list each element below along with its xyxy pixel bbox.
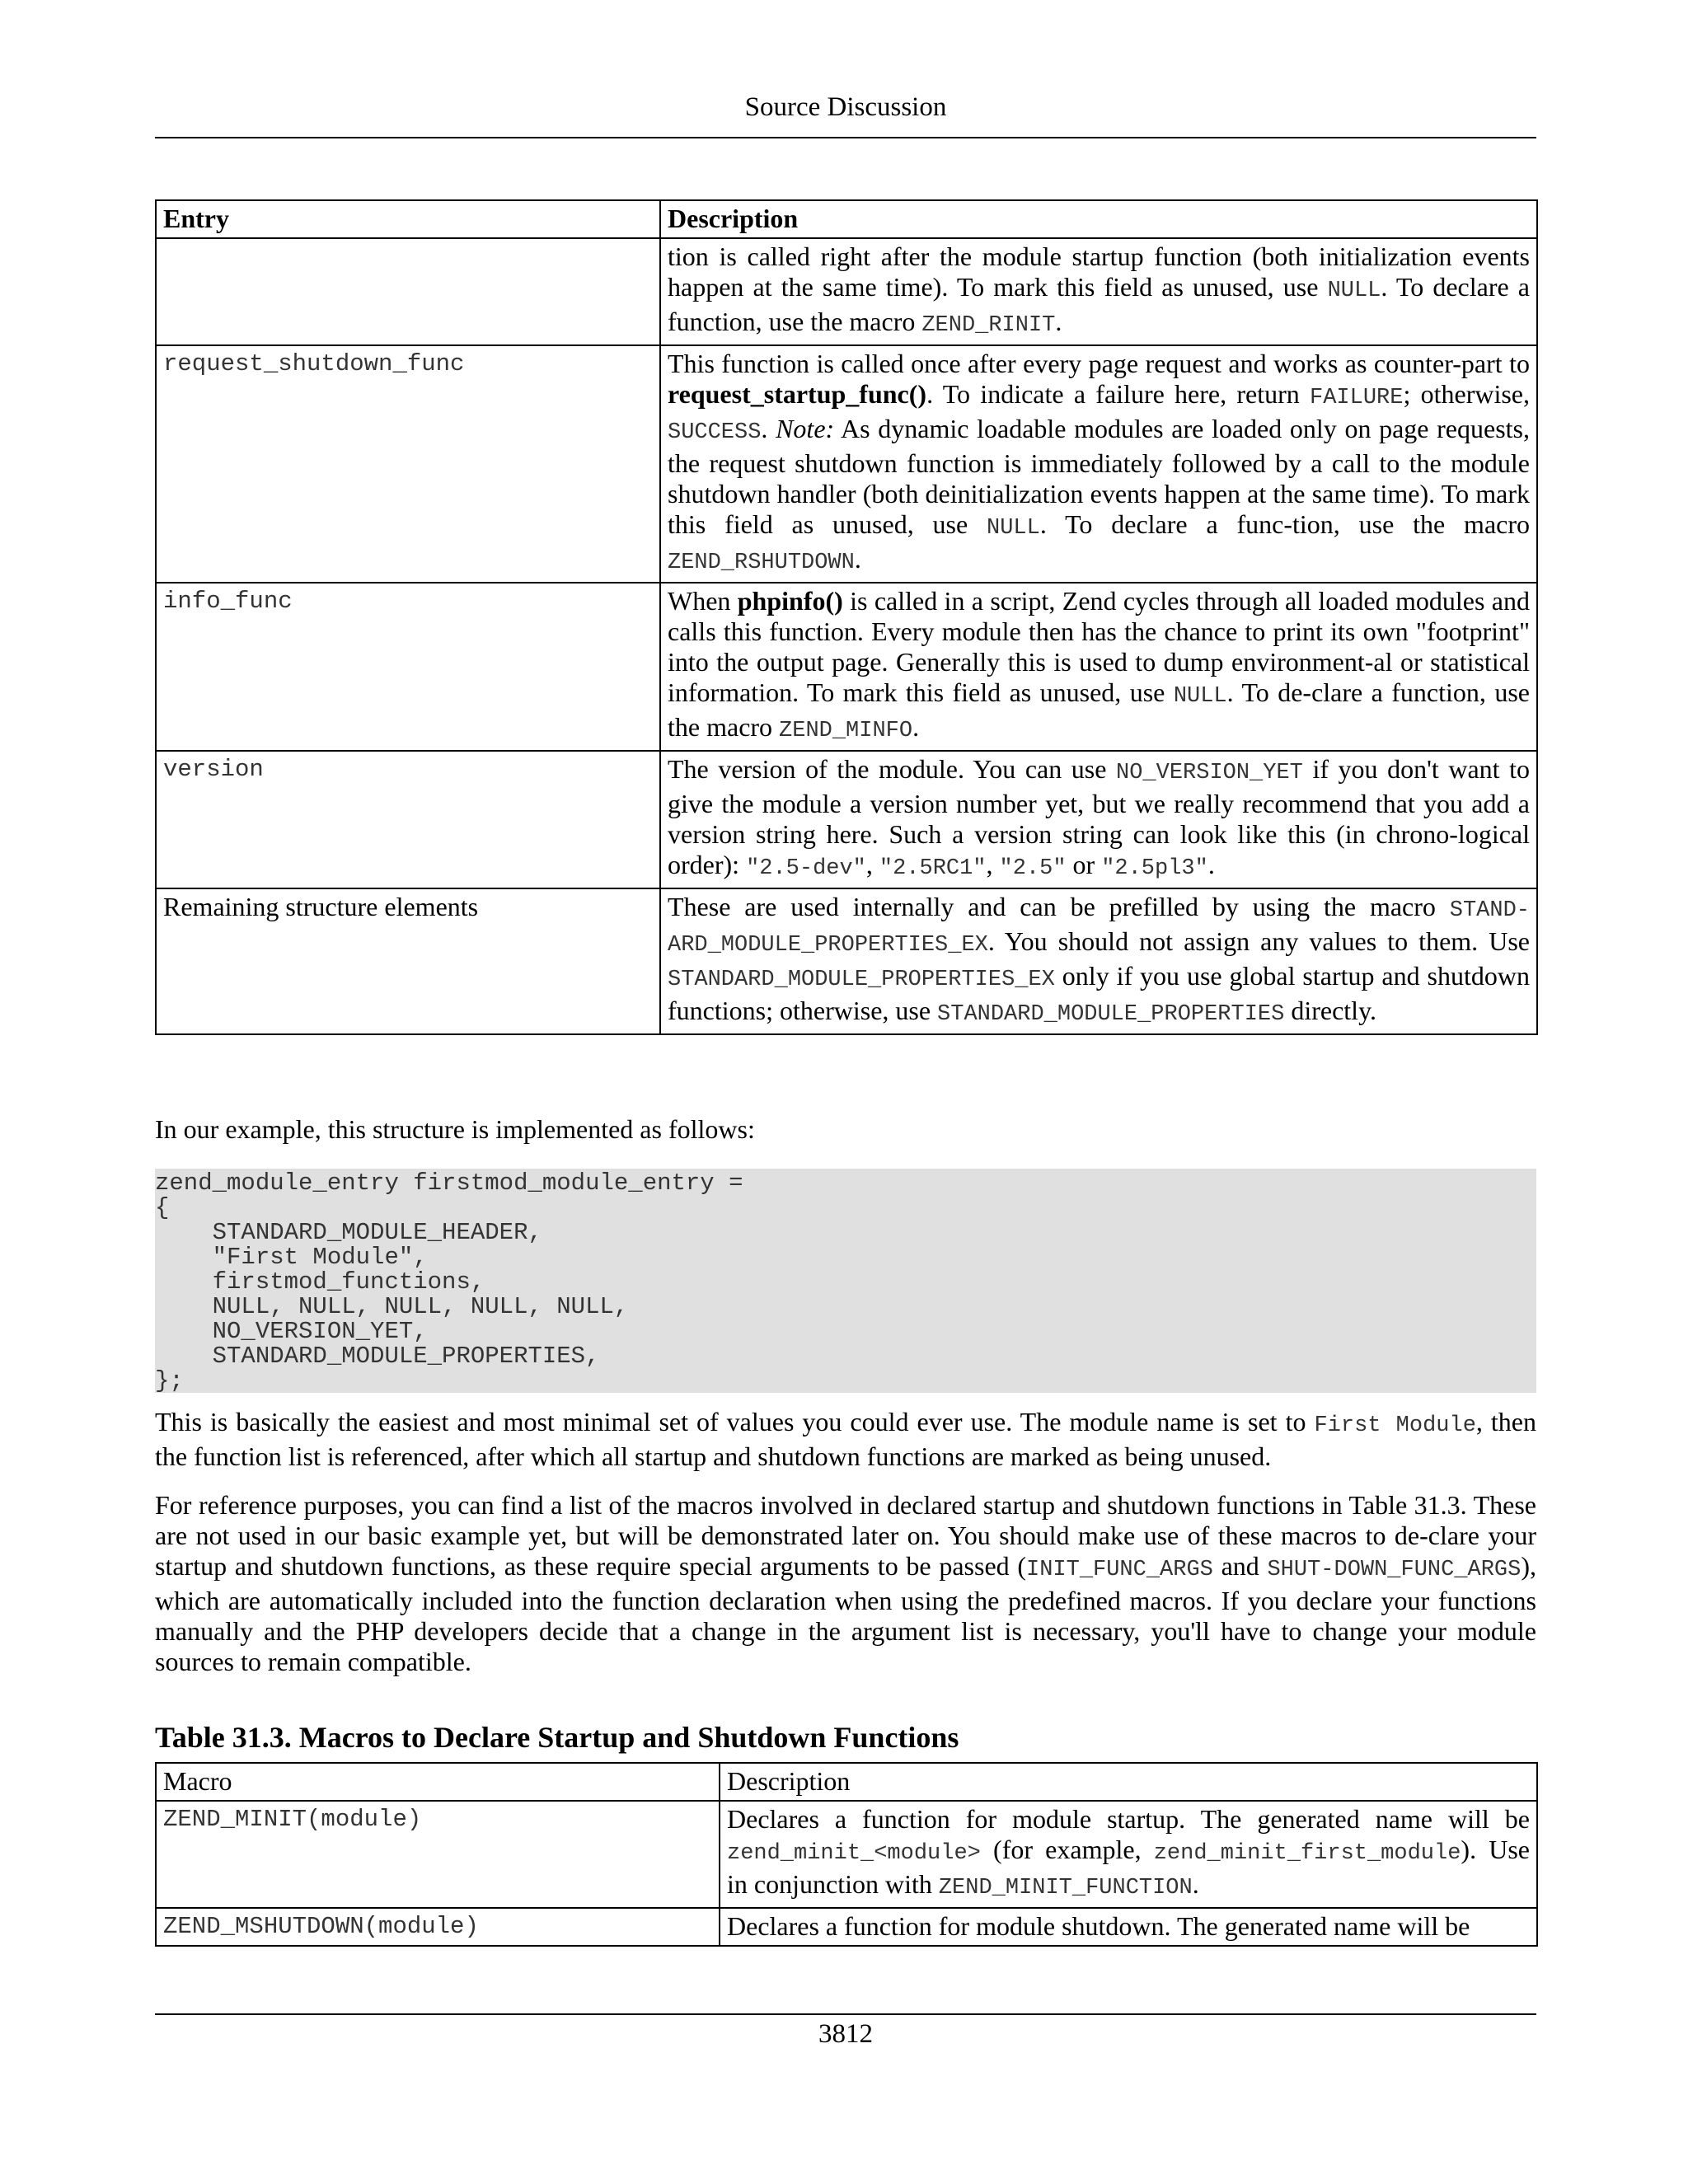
macro-cell: ZEND_MSHUTDOWN(module) [156,1908,720,1946]
macro-cell: ZEND_MINIT(module) [156,1801,720,1908]
table-caption: Table 31.3. Macros to Declare Startup and Shutdown Functions [155,1721,959,1754]
description-cell: When phpinfo() is called in a script, Zend cycles through all loaded modules and calls this function. Every module then has the chance to print its own "footprint" into the output page. Generally this is used to dump environment-al or statistical information. To mark this field as unused, use NULL. To de-clare a function, use the macro ZEND_MINFO. [660,583,1537,751]
page-number: 3812 [818,2019,873,2049]
running-header: Source Discussion [744,92,947,122]
entry-cell: info_func [156,583,660,751]
module-entry-table [155,199,1538,1035]
entry-cell: Remaining structure elements [156,888,660,1034]
table-row [156,751,1537,888]
description-cell: tion is called right after the module startup function (both initialization events happen at the same time). To mark this field as unused, use NULL. To declare a function, use the macro ZEND_RINIT. [660,238,1537,345]
body-paragraph: This is basically the easiest and most minimal set of values you could ever use. The module name is set to First Module, then the function list is referenced, after which all startup and shutdown functions are marked as being unused. [155,1407,1537,1471]
col-header-macro: Macro [156,1763,720,1801]
entry-cell: request_shutdown_func [156,345,660,583]
entry-cell [156,238,660,345]
table-row [156,1801,1537,1908]
code-block: zend_module_entry firstmod_module_entry = { STANDARD_MODULE_HEADER, "First Module", firstmod_functions, NULL, NULL, NULL, NULL, NULL, NO_VERSION_YET, STANDARD_MODULE_PROPERTIES, }; [155,1169,1536,1393]
description-cell: Declares a function for module startup. The generated name will be zend_minit_<module> (for example, zend_minit_first_module). Use in conjunction with ZEND_MINIT_FUNCTION. [720,1801,1537,1908]
footer-rule [155,2013,1536,2015]
macros-table [155,1762,1538,1947]
body-paragraph: For reference purposes, you can find a list of the macros involved in declared startup and shutdown functions in Table 31.3. These are not used in our basic example yet, but will be demonstrated later on. You should make use of these macros to de-clare your startup and shutdown functions, as these require special arguments to be passed (INIT_FUNC_ARGS and SHUT-DOWN_FUNC_ARGS), which are automatically included into the function declaration when using the predefined macros. If you declare your functions manually and the PHP developers decide that a change in the argument list is necessary, you'll have to change your module sources to remain compatible. [155,1490,1536,1676]
col-header-description: Description [720,1763,1537,1801]
table-row [156,583,1537,751]
intro-paragraph: In our example, this structure is implemented as follows: [155,1114,755,1144]
table-header-row [156,200,1537,238]
entry-cell: version [156,751,660,888]
table-row [156,345,1537,583]
col-header-description: Description [660,200,1537,238]
description-cell: Declares a function for module shutdown. The generated name will be [720,1908,1537,1946]
table-row [156,888,1537,1034]
description-cell: The version of the module. You can use NO_VERSION_YET if you don't want to give the module a version number yet, but we really recommend that you add a version string here. Such a version string can look like this (in chrono-logical order): "2.5-dev", "2.5RC1", "2.5" or "2.5pl3". [660,751,1537,888]
table-header-row [156,1763,1537,1801]
description-cell: This function is called once after every page request and works as counter-part to request_startup_func(). To indicate a failure here, return FAILURE; otherwise, SUCCESS. Note: As dynamic loadable modules are loaded only on page requests, the request shutdown function is immediately followed by a call to the module shutdown handler (both deinitialization events happen at the same time). To mark this field as unused, use NULL. To declare a func-tion, use the macro ZEND_RSHUTDOWN. [660,345,1537,583]
description-cell: These are used internally and can be prefilled by using the macro STAND-ARD_MODULE_PROPERTIES_EX. You should not assign any values to them. Use STANDARD_MODULE_PROPERTIES_EX only if you use global startup and shutdown functions; otherwise, use STANDARD_MODULE_PROPERTIES directly. [660,888,1537,1034]
table-row [156,1908,1537,1946]
table-row [156,238,1537,345]
col-header-entry: Entry [156,200,660,238]
header-rule [155,137,1536,138]
